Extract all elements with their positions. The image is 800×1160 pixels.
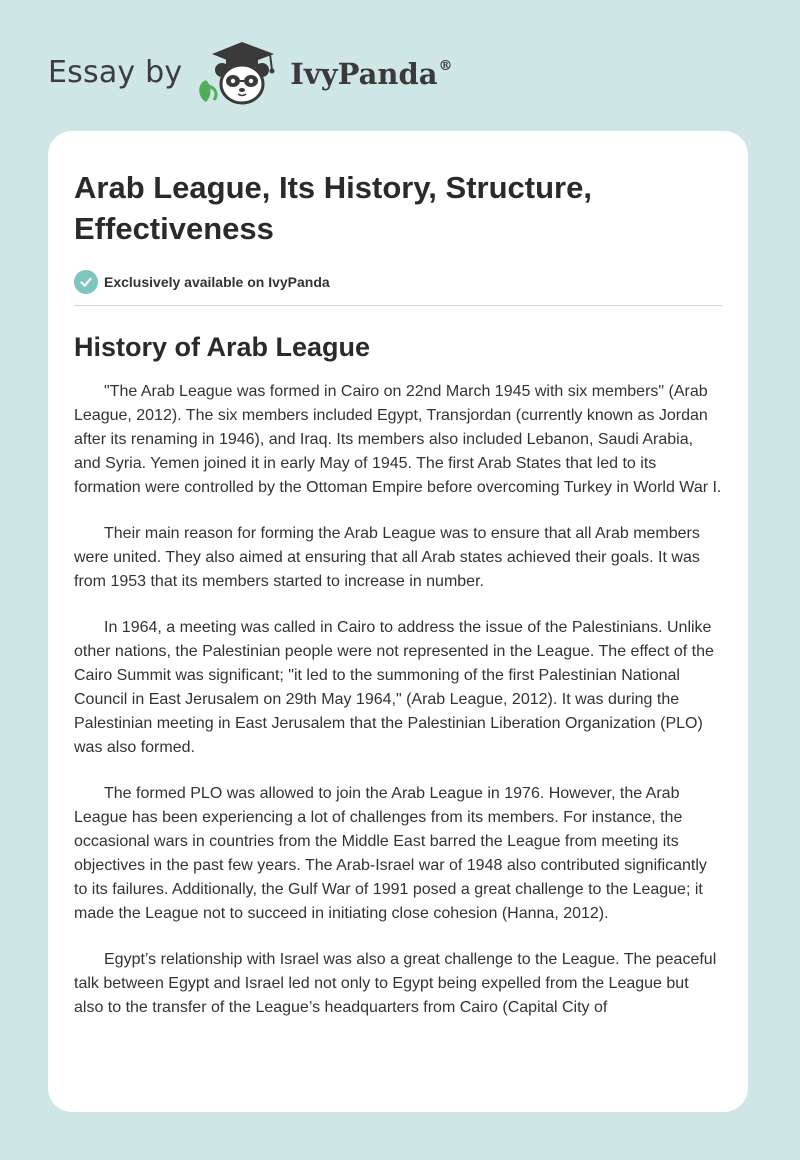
paragraph: Their main reason for forming the Arab League was to ensure that all Arab members were united. They also aimed at ensuring that all Arab states achieved their goals. It was from 1953 that its members started to increase in number. <box>74 525 700 590</box>
essay-by-label: Essay by <box>48 54 183 90</box>
essay-title: Arab League, Its History, Structure, Effectiveness <box>74 170 592 246</box>
site-brand[interactable] <box>48 36 453 108</box>
section-heading: History of Arab League <box>74 332 371 362</box>
paragraph: "The Arab League was formed in Cairo on 22nd March 1945 with six members" (Arab League, 2012). The six members included Egypt, Transjordan (currently known as Jordan after its renaming in 1946), and Iraq. Its members also included Lebanon, Saudi Arabia, and Syria. Yemen joined it in early May of 1945. The first Arab States that led to its formation were controlled by the Ottoman Empire before overcoming Turkey in World War I. <box>74 383 722 496</box>
divider <box>74 305 722 306</box>
paragraph: Egypt’s relationship with Israel was also a great challenge to the League. The peaceful talk between Egypt and Israel led not only to Egypt being expelled from the League but also to the transfer of the League’s headquarters from Cairo (Capital City of <box>74 951 717 1016</box>
paragraph: In 1964, a meeting was called in Cairo to address the issue of the Palestinians. Unlike other nations, the Palestinian people were not represented in the League. The effect of the Cairo Summit was significant; "it led to the summoning of the first Palestinian National Council in East Jerusalem on 29th May 1964," (Arab League, 2012). It was during the Palestinian meeting in East Jerusalem that the Palestinian Liberation Organization (PLO) was also formed. <box>74 619 714 756</box>
essay-body <box>74 380 722 1020</box>
panda-graduate-icon <box>194 36 286 108</box>
registered-mark: ® <box>438 58 453 74</box>
exclusive-label: Exclusively available on IvyPanda <box>104 274 330 290</box>
exclusive-badge <box>74 269 722 295</box>
brand-name-text: IvyPanda <box>290 57 438 91</box>
check-circle-icon <box>74 270 98 294</box>
essay-card <box>48 131 748 1112</box>
brand-name <box>290 57 452 91</box>
paragraph: The formed PLO was allowed to join the Arab League in 1976. However, the Arab League has been experiencing a lot of challenges from its members. For instance, the occasional wars in countries from the Middle East barred the League from meeting its objectives in the past few years. The Arab-Israel war of 1948 also contributed significantly to its failures. Additionally, the Gulf War of 1991 posed a great challenge to the League; it made the League not to succeed in initiating close cohesion (Hanna, 2012). <box>74 785 707 922</box>
